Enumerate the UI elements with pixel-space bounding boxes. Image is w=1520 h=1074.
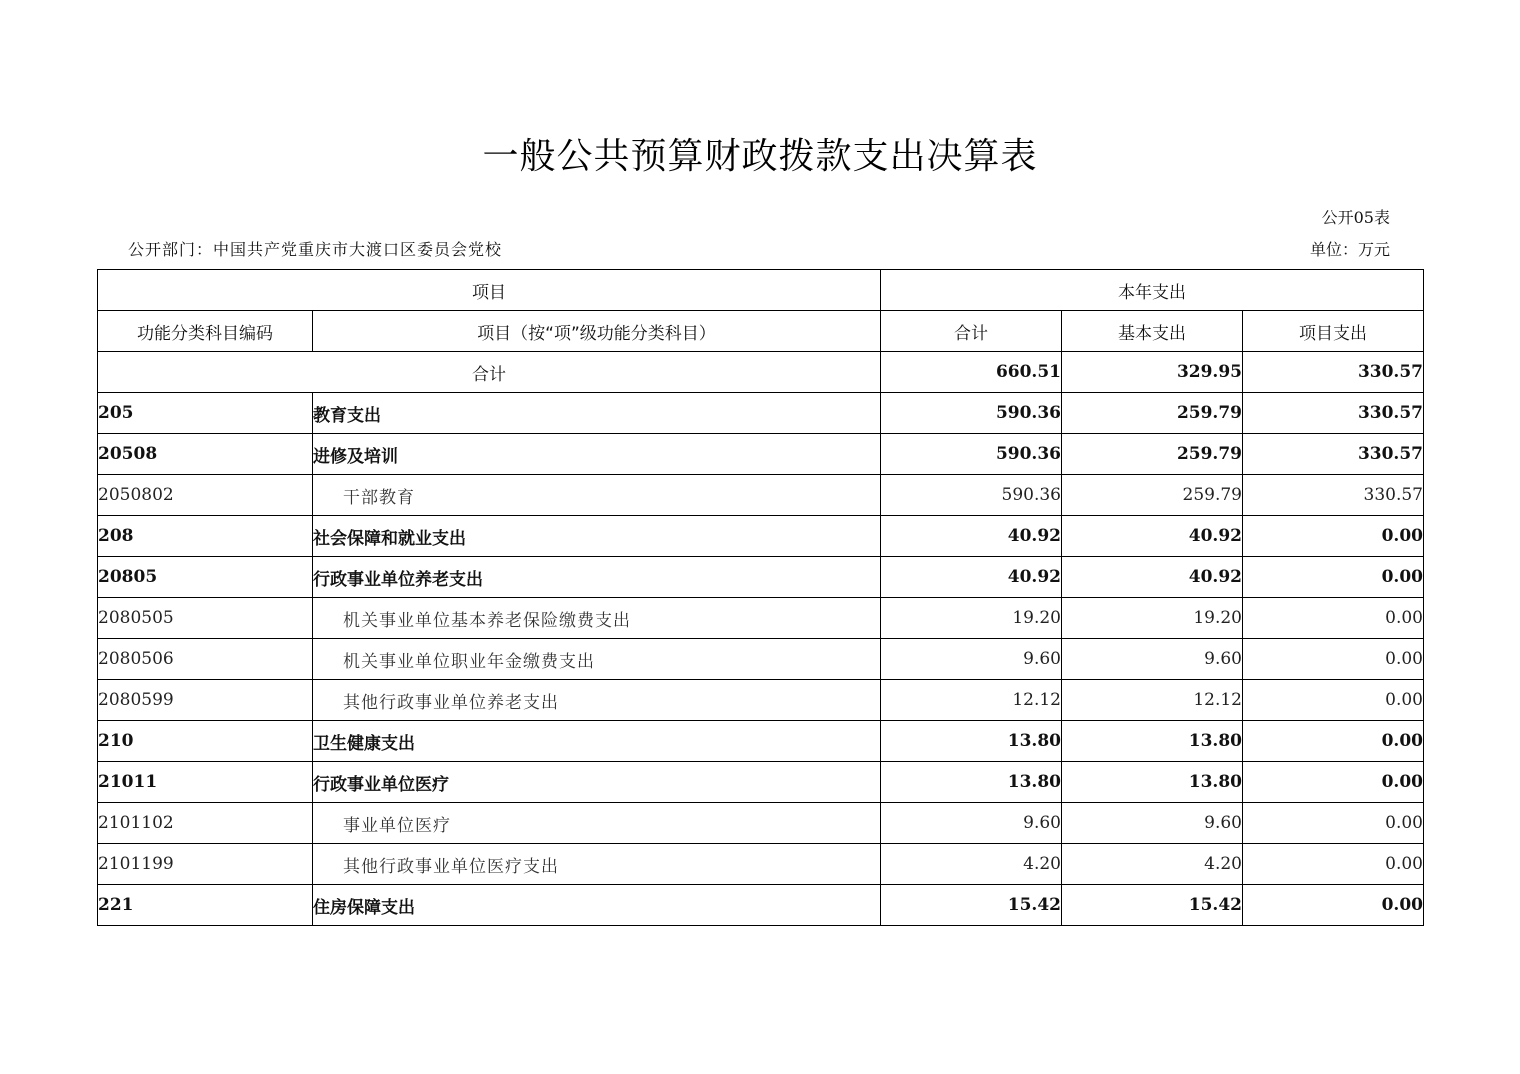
total-amount: 660.51 — [881, 352, 1062, 393]
header-item: 项目 — [98, 270, 881, 311]
row-total: 40.92 — [881, 557, 1062, 598]
row-total: 40.92 — [881, 516, 1062, 557]
row-code: 221 — [98, 885, 313, 926]
row-basic: 4.20 — [1062, 844, 1243, 885]
header-year-expense: 本年支出 — [881, 270, 1424, 311]
row-total: 9.60 — [881, 639, 1062, 680]
row-project: 0.00 — [1243, 762, 1424, 803]
row-code: 2101102 — [98, 803, 313, 844]
row-total: 590.36 — [881, 475, 1062, 516]
row-project: 0.00 — [1243, 516, 1424, 557]
row-basic: 9.60 — [1062, 803, 1243, 844]
row-project: 0.00 — [1243, 721, 1424, 762]
row-code: 205 — [98, 393, 313, 434]
row-basic: 40.92 — [1062, 557, 1243, 598]
table-row — [98, 475, 1424, 516]
row-basic: 9.60 — [1062, 639, 1243, 680]
row-name: 社会保障和就业支出 — [313, 516, 881, 557]
table-row — [98, 516, 1424, 557]
row-project: 0.00 — [1243, 557, 1424, 598]
row-name: 卫生健康支出 — [313, 721, 881, 762]
row-name: 行政事业单位医疗 — [313, 762, 881, 803]
table-row — [98, 557, 1424, 598]
row-project: 0.00 — [1243, 803, 1424, 844]
row-total: 13.80 — [881, 721, 1062, 762]
row-name: 机关事业单位职业年金缴费支出 — [313, 639, 881, 680]
total-row — [98, 352, 1424, 393]
header-name: 项目（按“项”级功能分类科目） — [313, 311, 881, 352]
row-total: 12.12 — [881, 680, 1062, 721]
row-code: 2080599 — [98, 680, 313, 721]
row-name: 干部教育 — [313, 475, 881, 516]
row-total: 590.36 — [881, 434, 1062, 475]
row-total: 15.42 — [881, 885, 1062, 926]
row-basic: 259.79 — [1062, 475, 1243, 516]
row-basic: 15.42 — [1062, 885, 1243, 926]
row-basic: 13.80 — [1062, 721, 1243, 762]
header-row-2 — [98, 311, 1424, 352]
budget-table — [97, 269, 1424, 926]
row-project: 0.00 — [1243, 680, 1424, 721]
row-name: 进修及培训 — [313, 434, 881, 475]
row-code: 2101199 — [98, 844, 313, 885]
row-code: 21011 — [98, 762, 313, 803]
row-name: 行政事业单位养老支出 — [313, 557, 881, 598]
row-basic: 12.12 — [1062, 680, 1243, 721]
header-basic: 基本支出 — [1062, 311, 1243, 352]
row-total: 4.20 — [881, 844, 1062, 885]
total-project: 330.57 — [1243, 352, 1424, 393]
row-total: 590.36 — [881, 393, 1062, 434]
table-row — [98, 762, 1424, 803]
department-label: 公开部门：中国共产党重庆市大渡口区委员会党校 — [128, 240, 503, 259]
row-code: 2050802 — [98, 475, 313, 516]
row-code: 20508 — [98, 434, 313, 475]
total-label: 合计 — [98, 352, 881, 393]
header-project: 项目支出 — [1243, 311, 1424, 352]
row-basic: 259.79 — [1062, 434, 1243, 475]
row-code: 20805 — [98, 557, 313, 598]
table-row — [98, 721, 1424, 762]
table-row — [98, 885, 1424, 926]
table-row — [98, 598, 1424, 639]
table-row — [98, 393, 1424, 434]
row-name: 其他行政事业单位医疗支出 — [313, 844, 881, 885]
row-name: 住房保障支出 — [313, 885, 881, 926]
table-number: 公开05表 — [1321, 208, 1390, 227]
row-code: 210 — [98, 721, 313, 762]
header-total: 合计 — [881, 311, 1062, 352]
row-project: 0.00 — [1243, 885, 1424, 926]
table-row — [98, 680, 1424, 721]
row-project: 330.57 — [1243, 475, 1424, 516]
header-code: 功能分类科目编码 — [98, 311, 313, 352]
page-title: 一般公共预算财政拨款支出决算表 — [482, 136, 1038, 177]
row-code: 2080506 — [98, 639, 313, 680]
row-project: 0.00 — [1243, 844, 1424, 885]
row-name: 其他行政事业单位养老支出 — [313, 680, 881, 721]
row-total: 9.60 — [881, 803, 1062, 844]
header-row-1 — [98, 270, 1424, 311]
row-basic: 13.80 — [1062, 762, 1243, 803]
row-basic: 19.20 — [1062, 598, 1243, 639]
row-basic: 40.92 — [1062, 516, 1243, 557]
row-project: 0.00 — [1243, 598, 1424, 639]
row-code: 2080505 — [98, 598, 313, 639]
total-basic: 329.95 — [1062, 352, 1243, 393]
unit-label: 单位：万元 — [1309, 240, 1390, 259]
row-project: 0.00 — [1243, 639, 1424, 680]
row-total: 19.20 — [881, 598, 1062, 639]
row-basic: 259.79 — [1062, 393, 1243, 434]
table-row — [98, 434, 1424, 475]
table-row — [98, 844, 1424, 885]
row-name: 事业单位医疗 — [313, 803, 881, 844]
row-code: 208 — [98, 516, 313, 557]
row-project: 330.57 — [1243, 434, 1424, 475]
row-project: 330.57 — [1243, 393, 1424, 434]
table-row — [98, 803, 1424, 844]
row-total: 13.80 — [881, 762, 1062, 803]
row-name: 教育支出 — [313, 393, 881, 434]
row-name: 机关事业单位基本养老保险缴费支出 — [313, 598, 881, 639]
table-row — [98, 639, 1424, 680]
